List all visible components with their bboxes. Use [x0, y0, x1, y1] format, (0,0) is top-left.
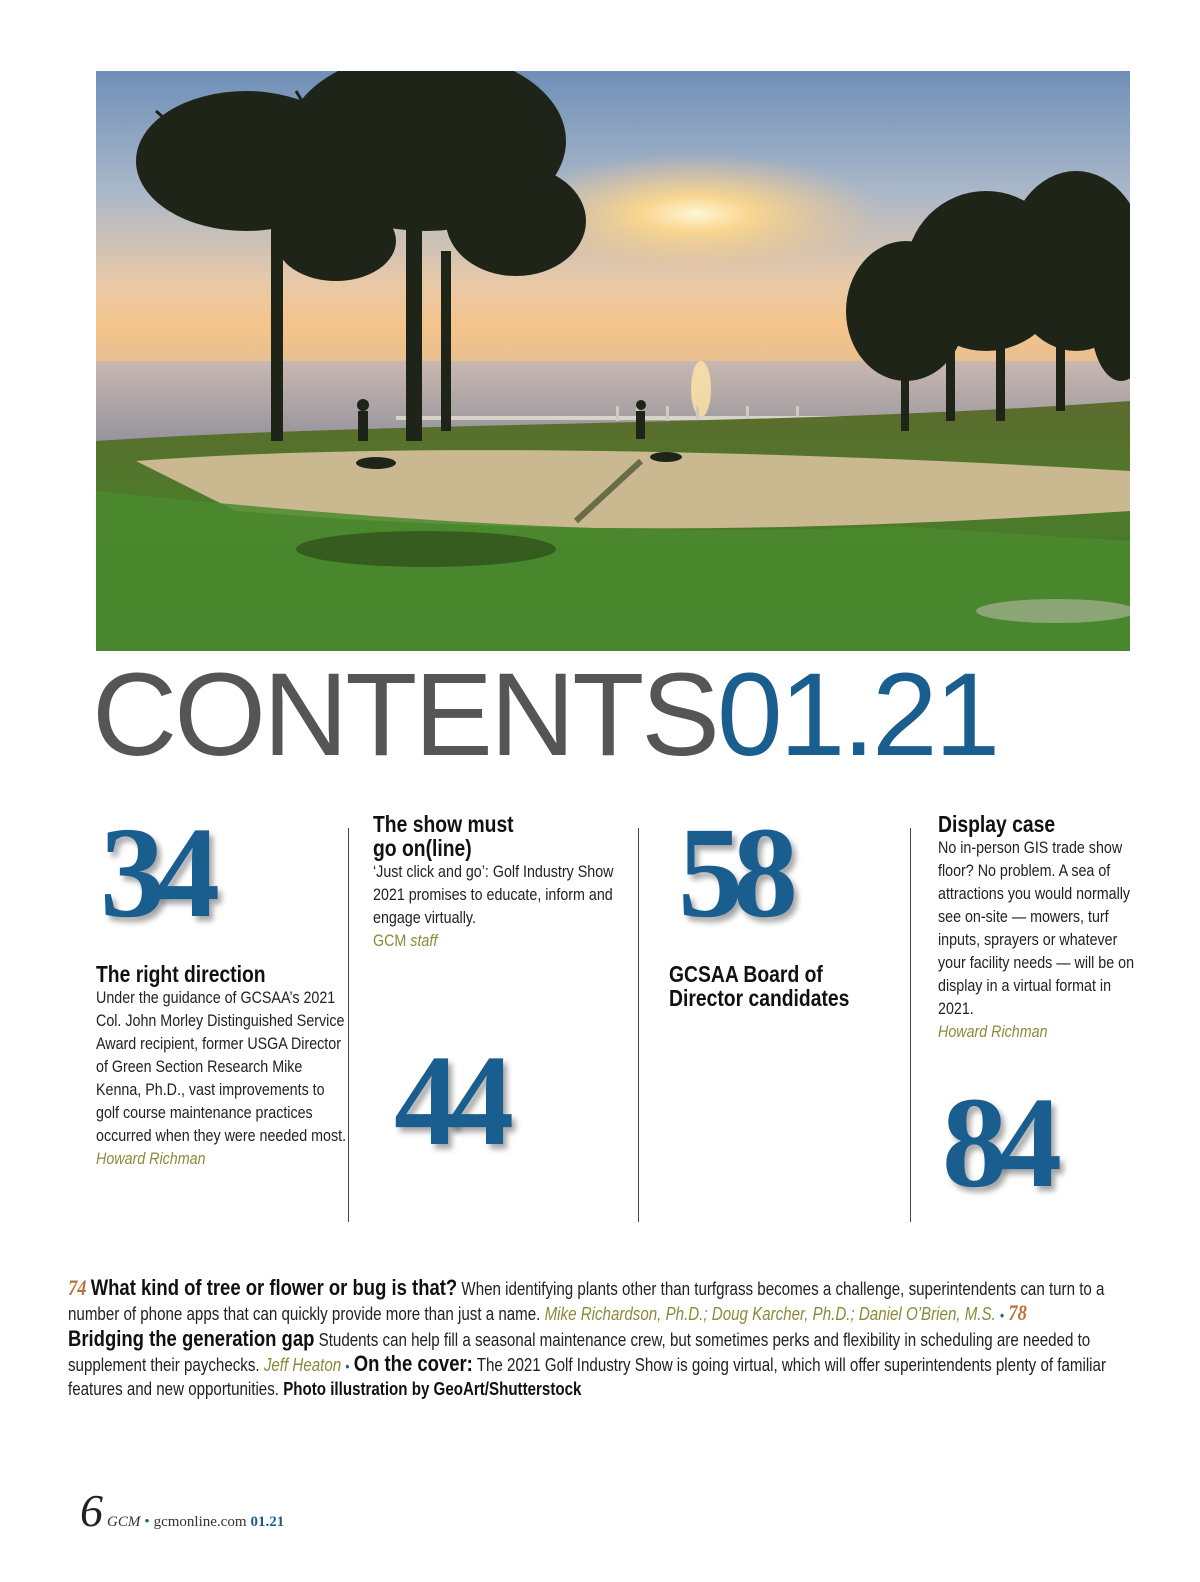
- page-number-34: 34: [100, 801, 210, 945]
- story-body: Under the guidance of GCSAA’s 2021 Col. John Morley Distinguished Service Award recipient, former USGA Director of Green Section Research Mike Kenna, Ph.D., vast improvements to golf course maintenance practices occurred when they were needed most.: [96, 988, 347, 1145]
- story-headline: Bridging the generation gap: [68, 1326, 315, 1351]
- story-display-case: [938, 812, 1138, 1043]
- story-body: No in-person GIS trade show floor? No problem. A sea of attractions you would normally see on-site — mowers, turf inputs, sprayers or whatever your facility needs — will be on display in a virtual format in 2021.: [938, 838, 1135, 1018]
- bullet-separator: •: [1000, 1307, 1005, 1323]
- story-the-show-must-go-online: [373, 812, 623, 952]
- column-divider: [910, 828, 911, 1222]
- contents-word: CONTENTS: [92, 649, 717, 781]
- story-headline: Display case: [938, 811, 1056, 837]
- folio-website: gcmonline.com: [153, 1514, 247, 1530]
- story-byline: Howard Richman: [96, 1149, 206, 1168]
- cover-headline: On the cover:: [353, 1351, 473, 1376]
- story-body: ‘Just click and go’: Golf Industry Show 2021 promises to educate, inform and engage virtually.: [373, 862, 614, 927]
- story-gcsaa-board-candidates: [669, 962, 899, 1011]
- story-byline: Mike Richardson, Ph.D.; Doug Karcher, Ph.D.; Daniel O’Brien, M.S.: [544, 1304, 996, 1324]
- story-headline: The right direction: [96, 961, 266, 987]
- story-headline: The show must go on(line): [373, 811, 514, 861]
- cover-body: The 2021 Golf Industry Show is going virtual, which will offer superintendents plenty of familiar features and new opportunities.: [68, 1355, 1106, 1399]
- story-byline: [373, 929, 617, 952]
- story-the-right-direction: [96, 962, 366, 1170]
- byline-org: GCM: [373, 931, 407, 950]
- bullet-separator: •: [345, 1358, 350, 1374]
- story-headline: GCSAA Board of Director candidates: [669, 961, 850, 1011]
- contents-title: [92, 649, 998, 781]
- page-number-44: 44: [394, 1029, 504, 1173]
- folio: [80, 1484, 284, 1537]
- story-byline: Jeff Heaton: [263, 1355, 342, 1375]
- page-number-78: 78: [1008, 1300, 1027, 1325]
- story-headline: What kind of tree or flower or bug is that?: [90, 1275, 458, 1300]
- folio-issue: 01.21: [250, 1514, 285, 1530]
- issue-date: 01.21: [717, 649, 998, 781]
- cover-credit: Photo illustration by GeoArt/Shutterstock: [283, 1379, 582, 1399]
- page-number-84: 84: [942, 1071, 1052, 1215]
- story-body: When identifying plants other than turfgrass becomes a challenge, superintendents can turn to a number of phone apps that can quickly provide more than just a name.: [68, 1279, 1105, 1324]
- folio-page-number: 6: [80, 1485, 103, 1536]
- column-divider: [638, 828, 639, 1222]
- page-number-74: 74: [68, 1275, 87, 1300]
- folio-magazine: GCM: [107, 1514, 141, 1530]
- hero-photo: [96, 71, 1130, 651]
- more-stories: [68, 1276, 1126, 1401]
- byline-rest: staff: [410, 931, 438, 950]
- story-byline: Howard Richman: [938, 1022, 1048, 1041]
- page-number-58: 58: [678, 801, 788, 945]
- story-body: Students can help fill a seasonal maintenance crew, but sometimes perks and flexibility in scheduling are needed to supplement their paychecks.: [68, 1330, 1091, 1375]
- golf-course-sunrise-photo: [96, 71, 1130, 651]
- folio-separator: •: [144, 1514, 150, 1530]
